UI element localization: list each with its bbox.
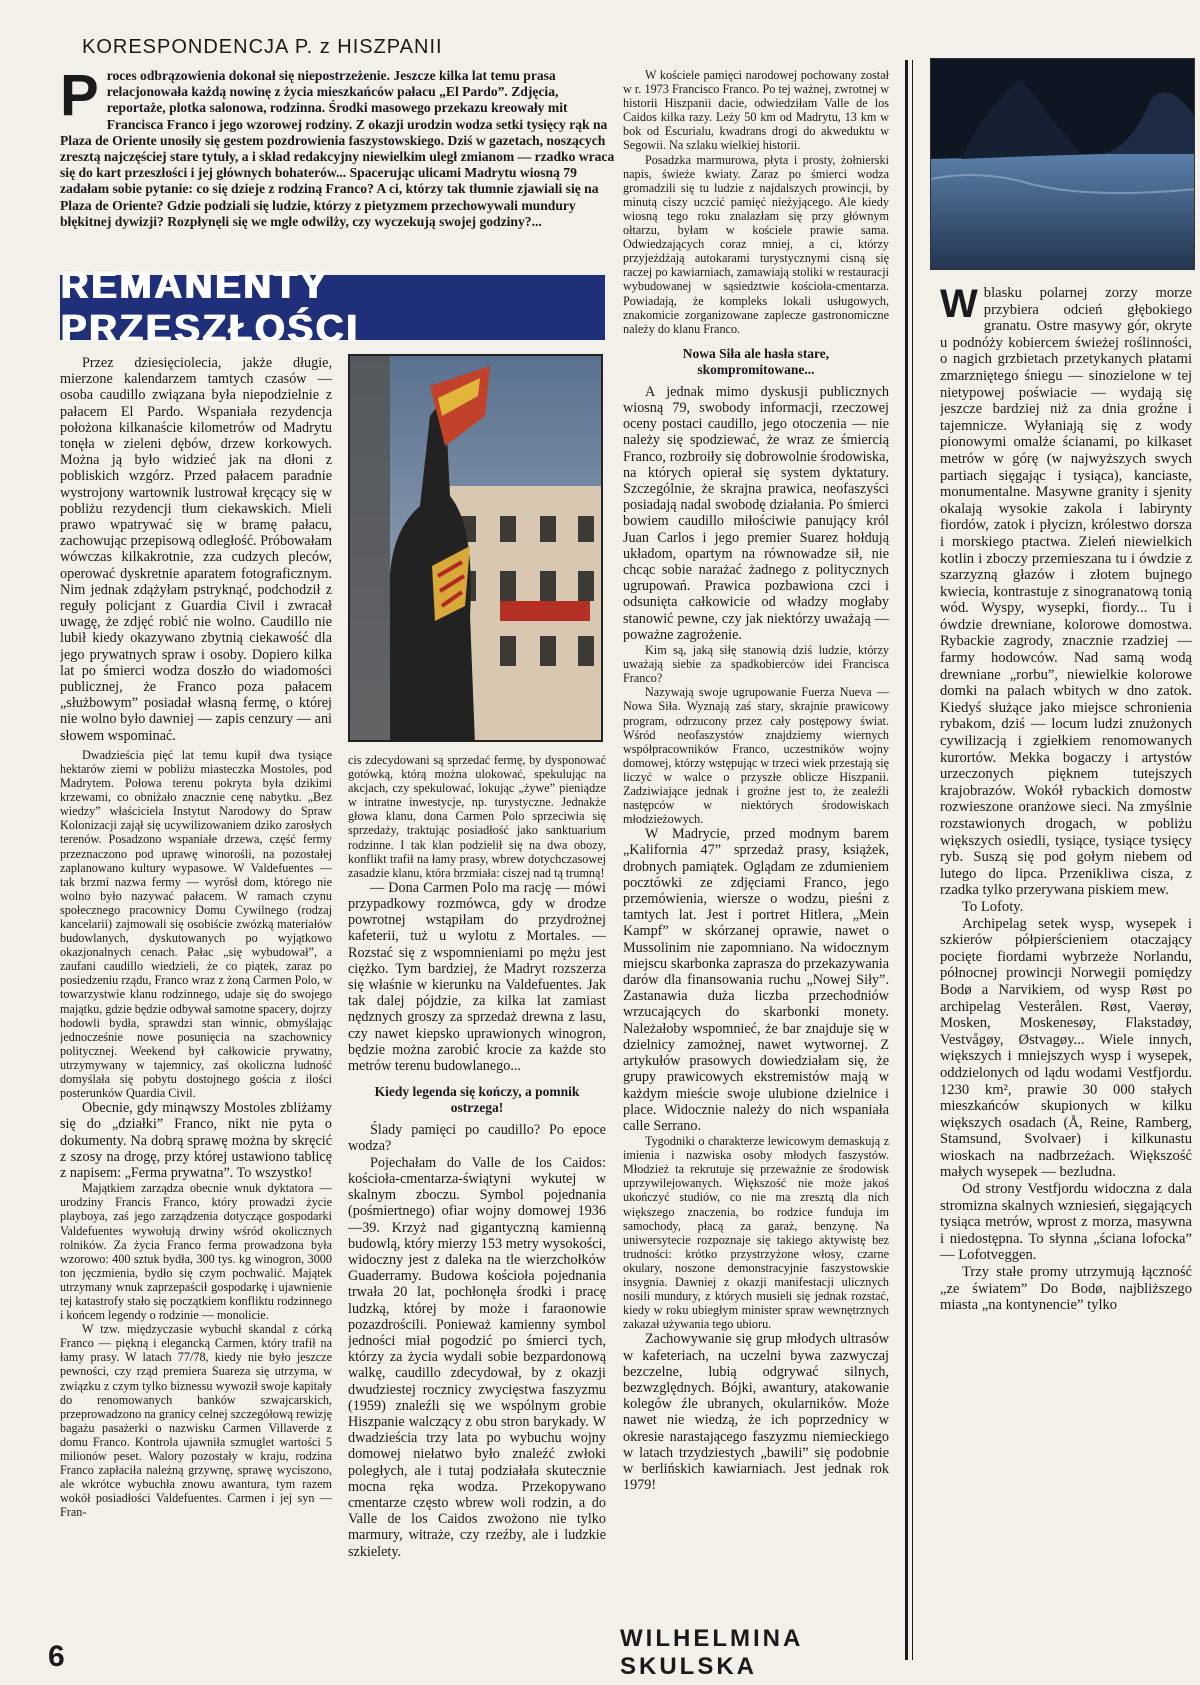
col2-small-text bbox=[348, 753, 606, 880]
headline-banner bbox=[60, 264, 605, 350]
col3-paragraph-1: A jednak mimo dyskusji publicznych wiosną 79, swobody informacji, rzeczowej oceny postaci caudillo, jego otoczenia — nie należy się spodziewać, że wraz ze śmiercią Franco, rozbroiły się dobrowolnie środowiska, na których opierał się system dyktatury. Szczególnie, że skrajna prawica, neofaszyści posiadają nadal swobodę działania. Po śmierci bowiem caudillo miłościwie panujący król Juan Carlos i jego premier Suarez hołdują układom, opartym na równowadze sił, nie chcąc sobie narażać żadnego z politycznych ugrupowań. Prawica pozbawiona czci i odsunięta całkowicie od władzy mogłaby stanowić pewne, czy jak niektórzy uważają — poważne zagrożenie. bbox=[623, 383, 889, 643]
franco-statue-photo bbox=[348, 354, 603, 742]
col4-dropcap: W bbox=[940, 285, 978, 326]
lofoten-fjord-photo bbox=[930, 58, 1195, 270]
lead-dropcap: P bbox=[60, 63, 99, 128]
col1-paragraph-1: Przez dziesięciolecia, jakże długie, mierzone kalendarzem tamtych czasów — osoba caudillo związana była niepodzielnie z pałacem El Pardo. Wspaniała rezydencja położona kilkanaście kilometrów od Madrytu tonęła w zieleni dębów, drzew korkowych. Można ją było widzieć jak na dłoni z pobliskich wzgórz. Przed pałacem paradnie wystrojony wartownik lustrował kręcący się w pobliżu rezydencji tłum ciekawskich. Mieli prawo wpatrywać się w bramę pałacu, zachowując przepisową odległość. Próbowałam wówczas kilkakrotnie, zza cudzych pleców, operować dyskretnie aparatem fotograficznym. Nim jednak zdążyłam pstryknąć, podchodził z reguły policjant z Guardia Civil i zwracał uwagę, że zdjęć robić nie wolno. Caudillo nie lubił kiedy okazywano zbytnią ciekawość dla jego prywatnych spraw i osoby. Dopiero kilka lat po śmierci wodza doszło do wiadomości publicznej, że Franco poza pałacem „służbowym” posiadał własną fermę, o której nie wolno było dawniej — zapis cenzury — ani słowem wspominać. bbox=[60, 355, 332, 744]
col3-small-paragraph-2: Posadzka marmurowa, płyta i prosty, żołnierski napis, świeże kwiaty. Zaraz po śmierci wodza gromadzili się tu ludzie z najdalszych prowincji, by minutą ciszy uczcić pamięć nieżyjącego. Ale kiedy wiosną tego roku znalazłam się przy głównym ołtarzu, byłam w kościele prawie sama. Odwiedzających coraz mniej, a ci, którzy przyjeżdżają autokarami turystycznymi cisną się raczej po kawiarniach, zamawiają stoliki w restauracji wybudowanej w sąsiedztwie kościoła-cmentarza. Powiadają, że kompleks lokali usługowych, znakomicie zorganizowane zaplecze gastronomiczne należy do klanu Franco. bbox=[623, 152, 889, 336]
col4-first-paragraph: blasku polarnej zorzy morze przybiera odcień głębokiego granatu. Ostre masywy gór, okryte u podnóży kobiercem świeżej roślinności, o nagich grzbietach przetykanych płatami zmarzniętego śniegu — sinozielone w tej nietypowej poświacie — wydają się jeszcze bardziej niż za dnia groźne i tajemnicze. Wyłaniają się z wody pionowymi omalże ścianami, po kilkaset metrów w górę (w najwyższych swych partiach sięgając i tysiąca), kanciaste, monumentalne. Masywne granity i sjenity okalają wysokie zakola i labirynty fiordów, zatok i płycizn, królestwo dorsza i morskiego ptactwa. Zieleń niewielkich kotlin i zboczy przemieszana tu i ówdzie z szarzyzną głazów i złotem bujnego kwiecia, kontrastuje z sinogranatową tonią wód. Wyspy, wysepki, fiordy... Tu i ówdzie drewniane, kolorowe domostwa. Rybackie zagrody, znacznie rzadziej — farmy hodowców. Nad samą wodą drewniane „rorbu”, niewielkie kolorowe domki na palach wbitych w dno zatok. Kiedyś służące jako miejsce schronienia rybakom, dziś — locum ludzi znużonych cywilizacją i zgiełkiem renomowanych kurortów. Mekka bogaczy i artystów urzeczonych pięknem tutejszych krajobrazów. Wokół rybackich domostw rozwieszone oranżowe sieci. Na zmyślnie rozstawionych drogach, w pobliżu większych osiedli, tysiące, tysiące tysięcy ryb. Suszą się pod gołym niebem od lutego do lipca. Przenikliwa cisza, z rzadka tylko przerywana piskiem mew. bbox=[940, 285, 1192, 899]
fjord-image bbox=[931, 59, 1195, 270]
page-number: 6 bbox=[48, 1640, 65, 1673]
article-column-2 bbox=[348, 753, 606, 1653]
lead-paragraph bbox=[60, 63, 615, 230]
col2-paragraph-3: Pojechałam do Valle de los Caidos: kościoła-cmentarza-świątyni wykutej w skalnym zboczu. Symbol pojednania (pośmiertnego) ofiar wojny domowej 1936—39. Krzyż nad gigantyczną kamienną budowlą, który mierzy 153 metry wysokości, widoczny jest z daleka na tle wierzchołków Guaderramy. Budowa kościoła pojednania trwała 20 lat, pochłonęła środki i pracę ludzką, której by może i faraonowie pozazdrościli. Ponieważ kamienny symbol jedności miał pogodzić po śmierci tych, którzy za życia wydali sobie bezpardonową walkę, caudillo zdecydował, by z okazji dwudziestej rocznicy zwycięstwa faszyzmu (1959) znaleźli się we wspólnym grobie Hiszpanie walczący z obu stron barykady. W dwadzieścia trzy lata po wybuchu wojny domowej niełatwo było znaleźć zwłoki poległych, ale i tutaj podziałała skutecznie mocna ręka wodza. Przekopywano cmentarze często wbrew woli rodzin, a do Valle de los Caidos zwożono nie tylko marmury, witraże, czy rzeźby, ale i ludzkie szkielety. bbox=[348, 1154, 606, 1560]
col1-small-text bbox=[60, 748, 332, 1100]
column-divider-thin bbox=[912, 60, 913, 1660]
franco-statue-image bbox=[350, 356, 603, 742]
headline: REMANENTY PRZESZŁOŚCI bbox=[60, 264, 360, 350]
col3-small-paragraph-4: Nazywają swoje ugrupowanie Fuerza Nueva — Nowa Siła. Wyznają zaś stary, skrajnie prawicowy program, odrzucony przez cały postępowy świat. Wśród neofaszystów znajdziemy wiernych współpracowników Franco, uczestników wojny domowej, którzy wstępując w trzeci wiek przestają się liczyć w walce o przyszłe oblicze Hiszpanii. Zadziwiające jednak i groźne jest to, że zealeźli następców w niektórych środowiskach młodzieżowych. bbox=[623, 685, 889, 827]
article-column-3 bbox=[623, 68, 889, 1658]
col2-paragraph-1: — Dona Carmen Polo ma rację — mówi przypadkowy rozmówca, gdy w drodze powrotnej wstąpiłam do przydrożnej kafeterii, tuż u wylotu z Mortales. — Rozstać się z wspomnieniami po mężu jest ciężko. Tym bardziej, że Madryt rozszerza się właśnie w kierunku na Valdefuentes. Jak tak dalej pójdzie, za kilka lat zamiast nędznych groszy za sprzedaż drewna z lasu, czy nawet kiepsko uprawionych winogron, będzie można zarobić krocie za każde sto metrów terenu budowlanego... bbox=[348, 879, 606, 1075]
section-header: KORESPONDENCJA P. z HISZPANII bbox=[82, 36, 443, 58]
article-column-1 bbox=[60, 355, 332, 1650]
col4-paragraph-2: Archipelag setek wysp, wysepek i szkierów półpierścieniem otaczający pocięte fiordami wybrzeże Norlandu, północnej prowincji Norwegii pomiędzy Bodø a Narvikiem, od wysp Røst po archipelag Vesterålen. Røst, Vaerøy, Mosken, Moskenesøy, Flakstadøy, Vestvågøy, Østvagøy... Wiele innych, większych i mniejszych wysp i wysepek, oddzielonych od lądu wodami Vestfjordu. 1230 km², prawie 30 000 stałych mieszkańców skupionych w kilku większych osadach (Å, Reine, Ramberg, Stamsund, Svolvaer) i kilkunastu wioskach na nadbrzeżach. Większość małych wysepek — bezludna. bbox=[940, 915, 1192, 1181]
col2-small-paragraph-1: cis zdecydowani są sprzedać fermę, by dysponować gotówką, którą można ulokować, spekulując na akcjach, czy spekulować, lokując „żywe” pieniądze w intratne inwestycje, np. turystyczne. Jednakże głowa klanu, dona Carmen Polo sprzeciwia się sprzedaży, traktując posiadłość jako sanktuarium rodzinne. I tak klan podzielił się na dwa obozy, konflikt trafił na łamy prasy, wbrew dotychczasowej zasadzie klanu, która brzmiała: ciszej nad tą trumną! bbox=[348, 753, 606, 880]
col3-small-paragraph-3: Kim są, jaką siłę stanowią dziś ludzie, którzy uważają siebie za spadkobierców idei Francisca Franco? bbox=[623, 643, 889, 686]
col3-small-text-2 bbox=[623, 643, 889, 826]
col4-paragraph-4: Trzy stałe promy utrzymują łączność „ze światem” Do Bodø, najbliższego miasta „na kontynencie” tylko bbox=[940, 1264, 1192, 1314]
col3-paragraph-2: W Madrycie, przed modnym barem „Kalifornia 47” sprzedaż prasy, książek, drobnych pamiątek. Oglądam ze zdumieniem pocztówki ze zdjęciami Franco, jego przemówienia, wiersze o wodzu, pieśni z tamtych lat. Jest i portret Hitlera, „Mein Kampf” w skórzanej oprawie, nawet o Mussolinim nie zapomniano. Na widocznym miejscu skarbonka zaprasza do przekazywania darów dla finansowania ruchu „Nowej Siły”. Zastanawia duża liczba przechodniów wrzucających do skarbonki monety. Należałoby wspomnieć, że bar znajduje się w dzielnicy zamożnej, nawet wytwornej. Z artykułów prasowych dowiedziałam się, że grupy prawicowych ekstremistów mają w każdym mieście swoje ulubione dzielnice i place. Widocznie należy do nich wspaniała calle Serrano. bbox=[623, 826, 889, 1134]
col3-small-paragraph-5: Tygodniki o charakterze lewicowym demaskują z imienia i nazwiska osoby młodych faszystów. Młodzież ta rekrutuje się przeważnie ze środowisk uprzywilejowanych. Większość nie może jakoś ukończyć studiów, co nie ma zresztą dla nich większego znaczenia, bo rodzice funduja im samochody, płacą za garaż, benzynę. Na uniwersytecie rozpoznaje się takiego aktywistę bez trudności: krótko przystrzyżone włosy, czarne okulary, noszone demonstracyjnie faszystowskie insygnia. Dawniej z okazji manifestacji ulicznych nosili mundury, z których musieli się jednak rozstać, kiedy w roku ubiegłym minister spraw wewnętrznych zakazał używania tego ubioru. bbox=[623, 1134, 889, 1332]
col3-small-text bbox=[623, 68, 889, 336]
author-signature: WILHELMINA SKULSKA bbox=[620, 1625, 803, 1680]
col1-small-paragraph-1: Dwadzieścia pięć lat temu kupił dwa tysiące hektarów ziemi w pobliżu miasteczka Mostoles, pod Madrytem. Połowa terenu pokryta była dzikimi krzewami, co obniżało znacznie cenę nabytku. „Bez wiedzy” właściciela Instytut Narodowy do Spraw Kolonizacji zajął się ucywilizowaniem dziko zarosłych terenów. Posadzono wspaniałe drzewa, część fermy przeznaczono pod uprawę winorośli, na pozostałej zaplanowano kultury wypasowe. W Valdefuentes — tak brzmi nazwa fermy — wyrósł dom, którego nie wolno było nazywać pałacem. W ramach czynu społecznego pracownicy Domu Cywilnego (rodzaj kancelarii) zajmowali się osobiście zwózką materiałów budowlanych, dyskutowanych po wyjątkowo okazjonalnych cenach. Pałac „się wybudował”, a zaufani caudillo wiedzieli, że co piątek, zaraz po posiedzeniu rządu, Franco wraz z żoną Carmen Polo, w towarzystwie klanu rodzinnego, udaje się do swojego majątku, gdzie będzie odbywał samotne spacery, dojrzy hodowli bydła, sprawdzi stan winnic, obmyślając jednocześnie nowe posunięcia na szachownicy politycznej. Weekend był całkowicie prywatny, utrzymywany w tajemnicy, zaś okoliczna ludność domyślała się pobytu dostojnego gościa z ilości posterunków Quardia Civil. bbox=[60, 747, 332, 1101]
col3-subheading: Nowa Siła ale hasła stare, skompromitowane... bbox=[682, 345, 830, 377]
col4-paragraph-1: To Lofoty. bbox=[962, 898, 1024, 915]
col1-paragraph-2: Obecnie, gdy minąwszy Mostoles zbliżamy się do „działki” Franco, nikt nie pyta o dokumenty. Na dobrą sprawę można by skręcić z szosy na drogę, przy której ustawiono tablicę z napisem: „Ferma prywatna”. To wszystko! bbox=[60, 1100, 332, 1182]
col2-paragraph-2: Ślady pamięci po caudillo? Po epoce wodza? bbox=[348, 1122, 606, 1155]
article-column-4 bbox=[940, 285, 1192, 1655]
col3-small-text-3 bbox=[623, 1134, 889, 1331]
lead-text: roces odbrązowienia dokonał się niepostrzeżenie. Jeszcze kilka lat temu prasa relacjonowała każdą nowinę z życia mieszkańców pałacu „El Pardo”. Zdjęcia, reportaże, plotka salonowa, rodzinna. Środki masowego przekazu kreowały mit Francisca Franco i jego wzorowej rodziny. Z okazji urodzin wodza setki tysięcy rąk na Plaza de Oriente unosiły się gestem pozdrowienia faszystowskiego. Dziś w gazetach, noszących zresztą najczęściej stare tytuły, a i skład redakcyjny niewielkim uległ zmianom — rzadko wraca się do kart przeszłości i jej głównych bohaterów... Spacerując ulicami Madrytu wiosną 79 zadałam sobie pytanie: co się dzieje z rodziną Franco? A ci, którzy tak tłumnie zjawiali się na Plaza de Oriente? Gdzie podziali się ludzie, którzy z pietyzmem przechowywali mundury błękitnej dywizji? Rozpłynęli się we mgle odwilży, czy wyczekują swojej godziny?... bbox=[60, 68, 615, 229]
column-divider-thick bbox=[905, 60, 908, 1660]
col4-paragraph-3: Od strony Vestfjordu widoczna z dala stromizna skalnych wzniesień, sięgających tysiąca metrów, wprost z morza, masywna i niedostępna. To słynna „ściana lofocka” — Lofotveggen. bbox=[940, 1181, 1192, 1264]
col1-small-paragraph-2: Majątkiem zarządza obecnie wnuk dyktatora — urodziny Francis Franco, który prowadzi życie playboya, zaś jego zarządzenia dotyczące gospodarki Valdefuentes wywołują drwiny wśród okolicznych rolników. Za życia Franco ferma prowadzona była wzorowo: 400 sztuk bydła, 300 tys. kg winogron, 3000 ton jęczmienia, bydło się czym pochwalić. Majątek utrzymany wnuk zaprzepaścił gospodarkę i ujawnienie tej katastrofy stało się początkiem konfliktu rodzinnego i końcem legendy o rodzinie — monolicie. bbox=[60, 1181, 332, 1323]
col2-subheading: Kiedy legenda się kończy, a pomnik ostrzega! bbox=[374, 1084, 580, 1116]
col1-small-paragraph-3: W tzw. międzyczasie wybuchł skandal z córką Franco — piękną i elegancką Carmen, który trafił na łamy prasy. W latach 77/78, kiedy nie było jeszcze pewności, czy rząd premiera Suareza się utrzyma, w związku z czym tylko biznessu wywoził swoje kapitały do renomowanych banków szwajcarskich, przeprowadzono na granicy celnej szczegółową rewizję bagażu pasażerki o nazwisku Carmen Villaverde z domu Franco. Kontrola ujawniła szmuglet wartości 5 milionów peset. Walory pozostały w kraju, rodzina Franco zapłaciła należną grzywnę, sprawę wyciszono, ale wkrótce wybuchła znowu awantura, tym razem wokół posiadłości Valdefuentes. Carmen i jej syn — Fran- bbox=[60, 1322, 332, 1520]
col3-small-paragraph-1: W kościele pamięci narodowej pochowany został w r. 1973 Francisco Franco. Po tej ważnej, zwrotnej w historii Hiszpanii dacie, odwiedziłam Valle de los Caidos kilka razy. Leży 50 km od Madrytu, 13 km w bok od Escurialu, kwadrans drogi do akweduktu w Segowii. Na szlaku wielkiej historii. bbox=[623, 68, 889, 153]
col1-small-text-2 bbox=[60, 1181, 332, 1519]
col3-paragraph-3: Zachowywanie się grup młodych ultrasów w kafeteriach, na uczelni bywa zazwyczaj bezczelne, lubią odgrywać silnych, bezwzględnych. Bójki, awantury, atakowanie kolegów źle ubranych, okularników. Może nawet nie wiedzą, że ich poprzednicy w okresie narastającego faszyzmu niemieckiego w latach trzydziestych „bawili” się podobnie w berlińskich kawiarniach. Jest jednak rok 1979! bbox=[623, 1331, 889, 1494]
